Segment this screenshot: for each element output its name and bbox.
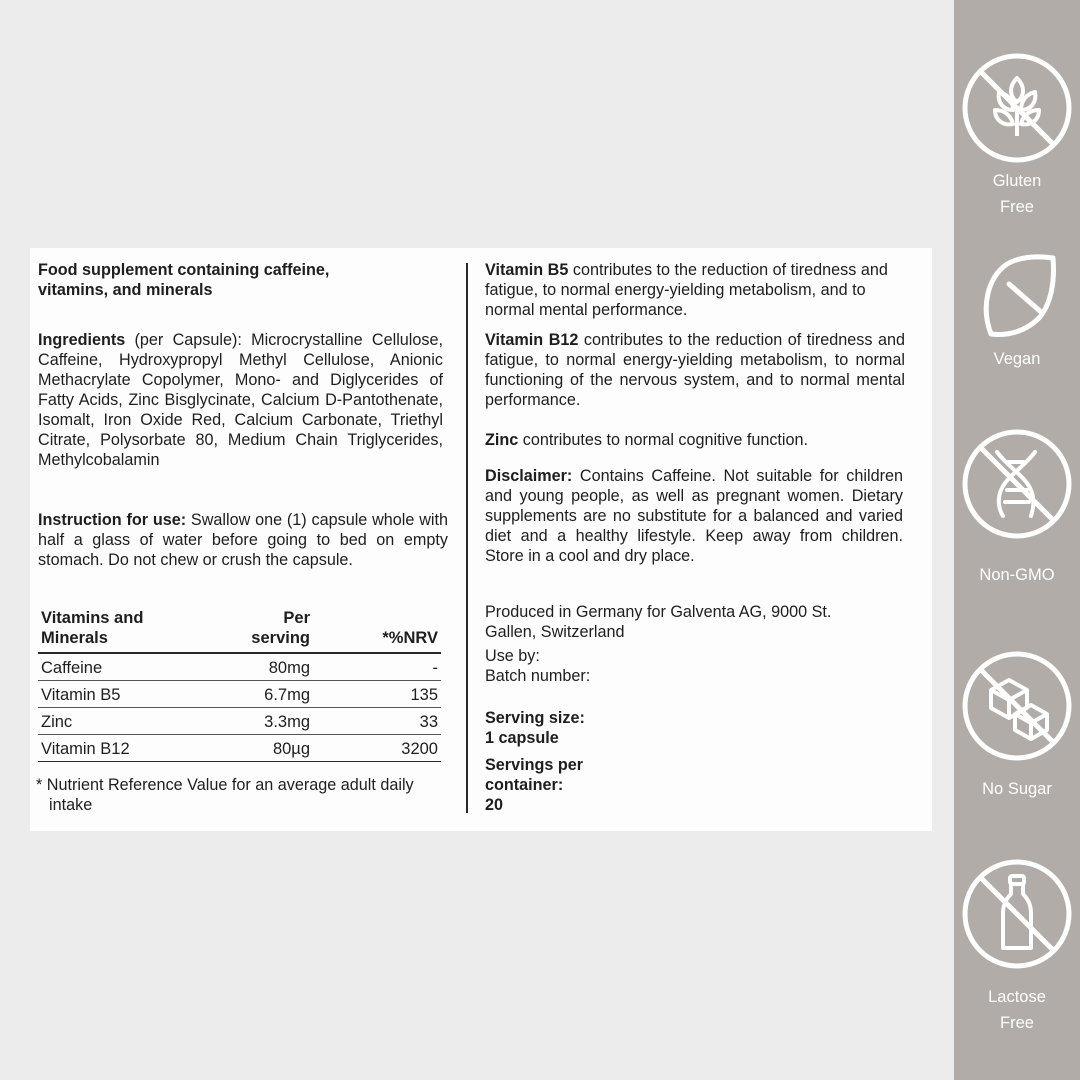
badge-label: Gluten Free (992, 172, 1042, 216)
row-nrv: 33 (419, 713, 438, 731)
badge-gluten-free (954, 52, 1080, 220)
servings-per-container-value: 20 (485, 796, 504, 814)
badge-sidebar (954, 0, 1080, 1080)
claim-vitamin-b5 (485, 260, 905, 320)
nrv-footnote: * Nutrient Reference Value for an average adult daily intake (36, 776, 414, 814)
leaf-icon (969, 248, 1065, 344)
ingredients-heading: Ingredients (38, 331, 126, 349)
claim-b12-name: Vitamin B12 (485, 331, 579, 349)
badge-vegan (954, 248, 1080, 372)
milk-bottle-crossed-icon (961, 858, 1073, 970)
ingredients-block (38, 330, 443, 470)
table-row (38, 681, 441, 708)
nutrition-table (38, 606, 441, 762)
table-row (38, 654, 441, 681)
producer-text: Produced in Germany for Galventa AG, 9000 St. Gallen, Switzerland (485, 603, 832, 641)
serving-size-label: Serving size: (485, 709, 585, 727)
badge-label: Vegan (993, 350, 1041, 368)
row-serving: 80mg (268, 659, 310, 677)
badge-lactose-free (954, 858, 1080, 1036)
claim-b5-name: Vitamin B5 (485, 261, 569, 279)
row-name: Vitamin B5 (41, 686, 121, 704)
row-nrv: 3200 (401, 740, 438, 758)
badge-label: No Sugar (982, 780, 1052, 798)
serving-size-value: 1 capsule (485, 729, 559, 747)
row-serving: 3.3mg (264, 713, 310, 731)
instruction-block (38, 510, 448, 570)
table-row (38, 708, 441, 735)
disclaimer-heading: Disclaimer: (485, 467, 573, 485)
claim-zinc-name: Zinc (485, 431, 519, 449)
row-serving: 80µg (272, 740, 310, 758)
ingredients-text: (per Capsule): Microcrystalline Cellulose, Caffeine, Hydroxypropyl Methyl Cellulose, Anionic Methacrylate Copolymer, Mono- and Diglycerides of Fatty Acids, Zinc Bisglycinate, Calcium D-Pantothenate, Isomalt, Iron Oxide Red, Calcium Carbonate, Triethyl Citrate, Polysorbate 80, Medium Chain Triglycerides, Methylcobalamin (38, 331, 443, 469)
header-per-serving: Per serving (251, 609, 310, 647)
disclaimer-block (485, 466, 903, 566)
claim-zinc (485, 430, 905, 450)
batch-number-text: Batch number: (485, 667, 591, 685)
header-nrv: *%NRV (382, 629, 438, 647)
header-vitamins: Vitamins and Minerals (41, 609, 144, 647)
claim-vitamin-b12 (485, 330, 905, 410)
badge-no-sugar (954, 650, 1080, 802)
dna-crossed-icon (961, 428, 1073, 540)
row-name: Zinc (41, 713, 73, 731)
badge-non-gmo (954, 428, 1080, 588)
disclaimer-text: Contains Caffeine. Not suitable for children and young people, as well as pregnant women. Dietary supplements are no substitute for a balanced and varied diet and a healthy lifestyle. Keep away from children. Store in a cool and dry place. (485, 467, 903, 565)
table-row (38, 735, 441, 762)
claim-zinc-text: contributes to normal cognitive function. (518, 431, 809, 449)
row-nrv: - (432, 659, 438, 677)
row-name: Vitamin B12 (41, 740, 130, 758)
sugar-cube-crossed-icon (961, 650, 1073, 762)
instruction-text: Swallow one (1) capsule whole with half a glass of water before going to bed on empty stomach. Do not chew or crush the capsule. (38, 511, 448, 569)
instruction-heading: Instruction for use: (38, 511, 187, 529)
wheat-crossed-icon (961, 52, 1073, 164)
row-nrv: 135 (410, 686, 438, 704)
badge-label: Lactose Free (988, 988, 1046, 1032)
table-header (38, 606, 441, 654)
servings-per-container-label: Servings per container: (485, 756, 584, 794)
row-serving: 6.7mg (264, 686, 310, 704)
claim-b12-text: contributes to the reduction of tiredness and fatigue, to normal energy-yielding metabolism, to normal functioning of the nervous system, and to normal mental performance. (485, 331, 905, 409)
column-divider (466, 263, 468, 813)
use-by-text: Use by: (485, 647, 540, 665)
claim-b5-text: contributes to the reduction of tiredness and fatigue, to normal energy-yielding metabolism, and to normal mental performance. (485, 261, 888, 319)
row-name: Caffeine (41, 659, 103, 677)
product-title: Food supplement containing caffeine, vitamins, and minerals (38, 261, 330, 299)
badge-label: Non-GMO (979, 566, 1055, 584)
